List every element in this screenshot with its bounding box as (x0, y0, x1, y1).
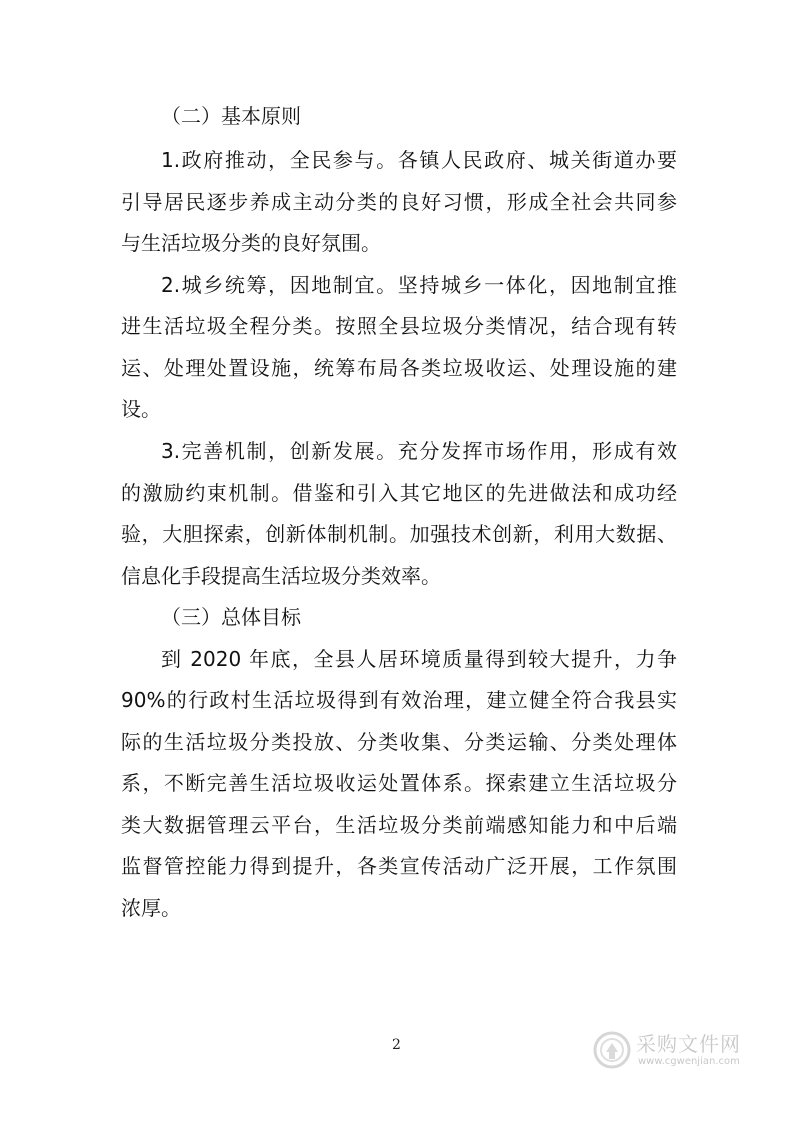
watermark-url: www.cgwenjian.com (638, 1056, 740, 1067)
paragraph-line: 监督管控能力得到提升，各类宣传活动广泛开展，工作氛围 (121, 854, 677, 878)
page-number: 2 (392, 1037, 401, 1053)
paragraph-line: 进生活垃圾全程分类。按照全县垃圾分类情况，结合现有转 (121, 314, 677, 338)
section-heading-basic-principles: （二）基本原则 (161, 104, 301, 128)
section-heading-overall-goals: （三）总体目标 (161, 605, 301, 629)
paragraph-line: 2.城乡统筹，因地制宜。坚持城乡一体化，因地制宜推 (161, 273, 677, 297)
paragraph-line: 类大数据管理云平台，生活垃圾分类前端感知能力和中后端 (121, 813, 677, 837)
paragraph-line: 系，不断完善生活垃圾收运处置体系。探索建立生活垃圾分 (121, 771, 677, 795)
paragraph-line: 信息化手段提高生活垃圾分类效率。 (121, 564, 441, 588)
paragraph-line: 与生活垃圾分类的良好氛围。 (121, 231, 381, 255)
paragraph-line: 的激励约束机制。借鉴和引入其它地区的先进做法和成功经 (121, 481, 677, 505)
paragraph-line: 运、处理处置设施，统筹布局各类垃圾收运、处理设施的建 (121, 356, 677, 380)
paragraph-line: 90%的行政村生活垃圾得到有效治理，建立健全符合我县实 (121, 688, 677, 712)
paragraph-line: 引导居民逐步养成主动分类的良好习惯，形成全社会共同参 (121, 190, 677, 214)
paragraph-line: 浓厚。 (121, 896, 181, 920)
paragraph-line: 3.完善机制，创新发展。充分发挥市场作用，形成有效 (161, 439, 677, 463)
watermark-title: 采购文件网 (636, 1032, 741, 1056)
paragraph-line: 设。 (121, 397, 161, 421)
paragraph-line: 到 2020 年底，全县人居环境质量得到较大提升，力争 (161, 647, 677, 671)
watermark (592, 1026, 752, 1074)
paragraph-line: 验，大胆探索，创新体制机制。加强技术创新，利用大数据、 (121, 522, 677, 546)
cgwenjian-logo-icon (592, 1030, 632, 1070)
paragraph-line: 1.政府推动，全民参与。各镇人民政府、城关街道办要 (161, 148, 677, 172)
paragraph-line: 际的生活垃圾分类投放、分类收集、分类运输、分类处理体 (121, 730, 677, 754)
